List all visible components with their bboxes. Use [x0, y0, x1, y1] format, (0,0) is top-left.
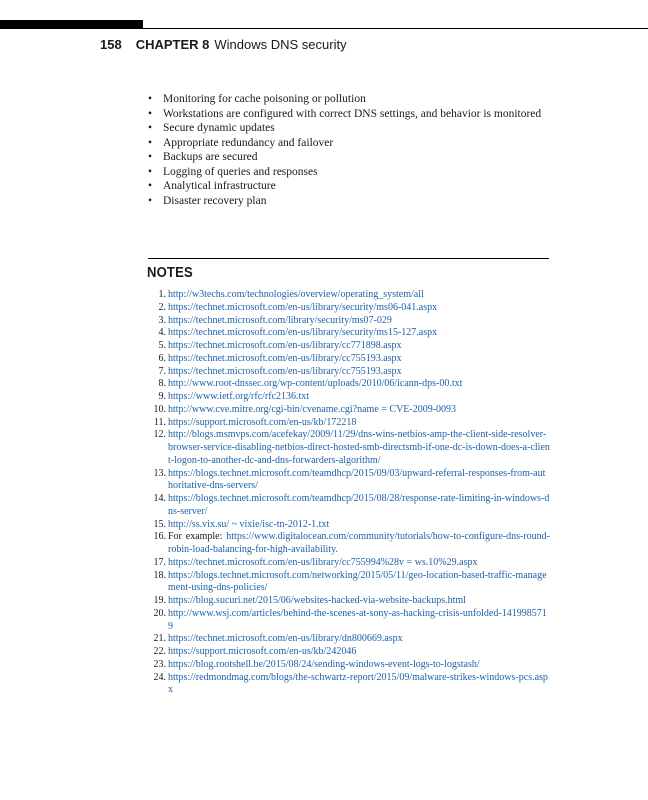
note-number: 11.	[153, 416, 166, 428]
note-link[interactable]: https://support.microsoft.com/en-us/kb/172218	[168, 416, 357, 428]
note-item	[142, 595, 550, 608]
note-number: 8.	[158, 378, 166, 390]
note-number: 3.	[158, 314, 166, 326]
note-number: 1.	[158, 289, 166, 300]
note-item	[142, 646, 550, 659]
note-link[interactable]: https://redmondmag.com/blogs/the-schwartz-report/2015/09/malware-strikes-windows-pcs.aspx	[168, 671, 548, 696]
notes-list	[142, 289, 550, 697]
note-number: 22.	[153, 646, 166, 657]
note-number: 7.	[158, 365, 166, 377]
note-number: 9.	[158, 391, 166, 402]
note-item	[142, 391, 550, 404]
chapter-label: CHAPTER 8	[135, 37, 210, 52]
note-item	[142, 468, 550, 494]
note-item	[142, 570, 550, 596]
note-prefix: For example:	[168, 531, 227, 543]
note-number: 4.	[158, 327, 166, 339]
note-link[interactable]: https://technet.microsoft.com/en-us/library/cc755193.aspx	[168, 365, 402, 377]
note-item	[142, 633, 550, 646]
note-link[interactable]: https://technet.microsoft.com/en-us/library/security/ms06-041.aspx	[168, 301, 438, 313]
bullet-item: • Analytical infrastructure	[148, 179, 548, 194]
note-number: 15.	[153, 518, 166, 530]
note-item	[142, 429, 550, 467]
note-number: 21.	[153, 633, 166, 645]
bullet-item: • Monitoring for cache poisoning or pollution	[148, 92, 548, 107]
note-item	[142, 378, 550, 391]
note-number: 5.	[158, 340, 166, 351]
note-item	[142, 302, 550, 315]
note-link[interactable]: https://blog.sucuri.net/2015/06/websites-hacked-via-website-backups.html	[168, 595, 466, 606]
note-item	[142, 531, 550, 557]
notes-divider	[148, 258, 549, 259]
note-item	[142, 289, 550, 302]
running-header	[100, 36, 347, 54]
note-number: 16.	[153, 531, 166, 543]
note-item	[142, 557, 550, 570]
note-link[interactable]: http://www.cve.mitre.org/cgi-bin/cvename.cgi?name = CVE-2009-0093	[168, 403, 457, 415]
note-link[interactable]: https://blogs.technet.microsoft.com/teamdhcp/2015/08/28/response-rate-limiting-in-windows-dns-server/	[168, 493, 550, 517]
bullet-item: • Workstations are configured with correct DNS settings, and behavior is monitored	[148, 107, 548, 122]
note-link[interactable]: https://blogs.technet.microsoft.com/teamdhcp/2015/09/03/upward-referral-responses-from-authoritative-dns-servers/	[168, 467, 546, 492]
bullet-item: • Disaster recovery plan	[148, 194, 548, 209]
note-link[interactable]: https://www.digitalocean.com/community/tutorials/how-to-configure-dns-round-robin-load-balancing-for-high-availability.	[168, 531, 550, 555]
note-link[interactable]: https://blogs.technet.microsoft.com/networking/2015/05/11/geo-location-based-traffic-management-using-dns-policies/	[168, 569, 547, 594]
note-item	[142, 366, 550, 379]
note-number: 2.	[158, 301, 166, 313]
note-number: 18.	[153, 569, 166, 581]
note-number: 20.	[153, 607, 166, 619]
note-item	[142, 608, 550, 634]
note-link[interactable]: http://w3techs.com/technologies/overview/operating_system/all	[168, 289, 424, 300]
note-link[interactable]: https://technet.microsoft.com/en-us/library/cc755193.aspx	[168, 352, 402, 364]
note-number: 12.	[153, 429, 166, 441]
note-link[interactable]: https://technet.microsoft.com/en-us/library/security/ms15-127.aspx	[168, 327, 438, 339]
bullet-list	[148, 92, 548, 208]
note-item	[142, 417, 550, 430]
note-link[interactable]: https://technet.microsoft.com/en-us/library/cc755994%28v = ws.10%29.aspx	[168, 556, 478, 568]
note-item	[142, 519, 550, 532]
note-item	[142, 327, 550, 340]
note-number: 23.	[153, 658, 166, 670]
header-bar-decoration	[0, 20, 143, 29]
note-number: 24.	[153, 671, 166, 683]
note-number: 17.	[153, 556, 166, 568]
note-item	[142, 659, 550, 672]
note-item	[142, 404, 550, 417]
note-link[interactable]: https://www.ietf.org/rfc/rfc2136.txt	[168, 391, 310, 402]
chapter-title: Windows DNS security	[214, 37, 347, 52]
notes-heading: NOTES	[147, 265, 193, 281]
note-item	[142, 493, 550, 519]
note-item	[142, 315, 550, 328]
note-number: 14.	[153, 493, 166, 504]
note-number: 19.	[153, 595, 166, 606]
note-link[interactable]: https://support.microsoft.com/en-us/kb/242046	[168, 646, 357, 657]
note-number: 10.	[153, 403, 166, 415]
note-number: 6.	[158, 352, 166, 364]
note-link[interactable]: https://technet.microsoft.com/en-us/library/cc771898.aspx	[168, 340, 402, 351]
note-link[interactable]: https://technet.microsoft.com/en-us/library/dn800669.aspx	[168, 633, 403, 645]
note-item	[142, 672, 550, 698]
bullet-item: • Logging of queries and responses	[148, 165, 548, 180]
bullet-item: • Backups are secured	[148, 150, 548, 165]
note-link[interactable]: https://technet.microsoft.com/library/security/ms07-029	[168, 314, 392, 326]
bullet-item: • Secure dynamic updates	[148, 121, 548, 136]
note-link[interactable]: https://blog.rootshell.be/2015/08/24/sending-windows-event-logs-to-logstash/	[168, 658, 480, 670]
note-item	[142, 340, 550, 353]
note-link[interactable]: http://ss.vix.su/ ~ vixie/isc-tn-2012-1.txt	[168, 518, 330, 530]
page-number: 158	[100, 37, 122, 52]
note-link[interactable]: http://www.wsj.com/articles/behind-the-scenes-at-sony-as-hacking-crisis-unfolded-1419985719	[168, 607, 547, 632]
header-rule	[143, 28, 648, 29]
bullet-item: • Appropriate redundancy and failover	[148, 136, 548, 151]
note-link[interactable]: http://www.root-dnssec.org/wp-content/uploads/2010/06/icann-dps-00.txt	[168, 378, 463, 390]
note-number: 13.	[153, 467, 166, 479]
note-link[interactable]: http://blogs.msmvps.com/acefekay/2009/11/29/dns-wins-netbios-amp-the-client-side-resolver-browser-service-disabling-netbios-direct-hosted-smb-directsmb-if-one-dc-is-down-does-a-client-logon-to-another-dc-and-dns-forwarders-algorithm/	[168, 429, 550, 466]
note-item	[142, 353, 550, 366]
